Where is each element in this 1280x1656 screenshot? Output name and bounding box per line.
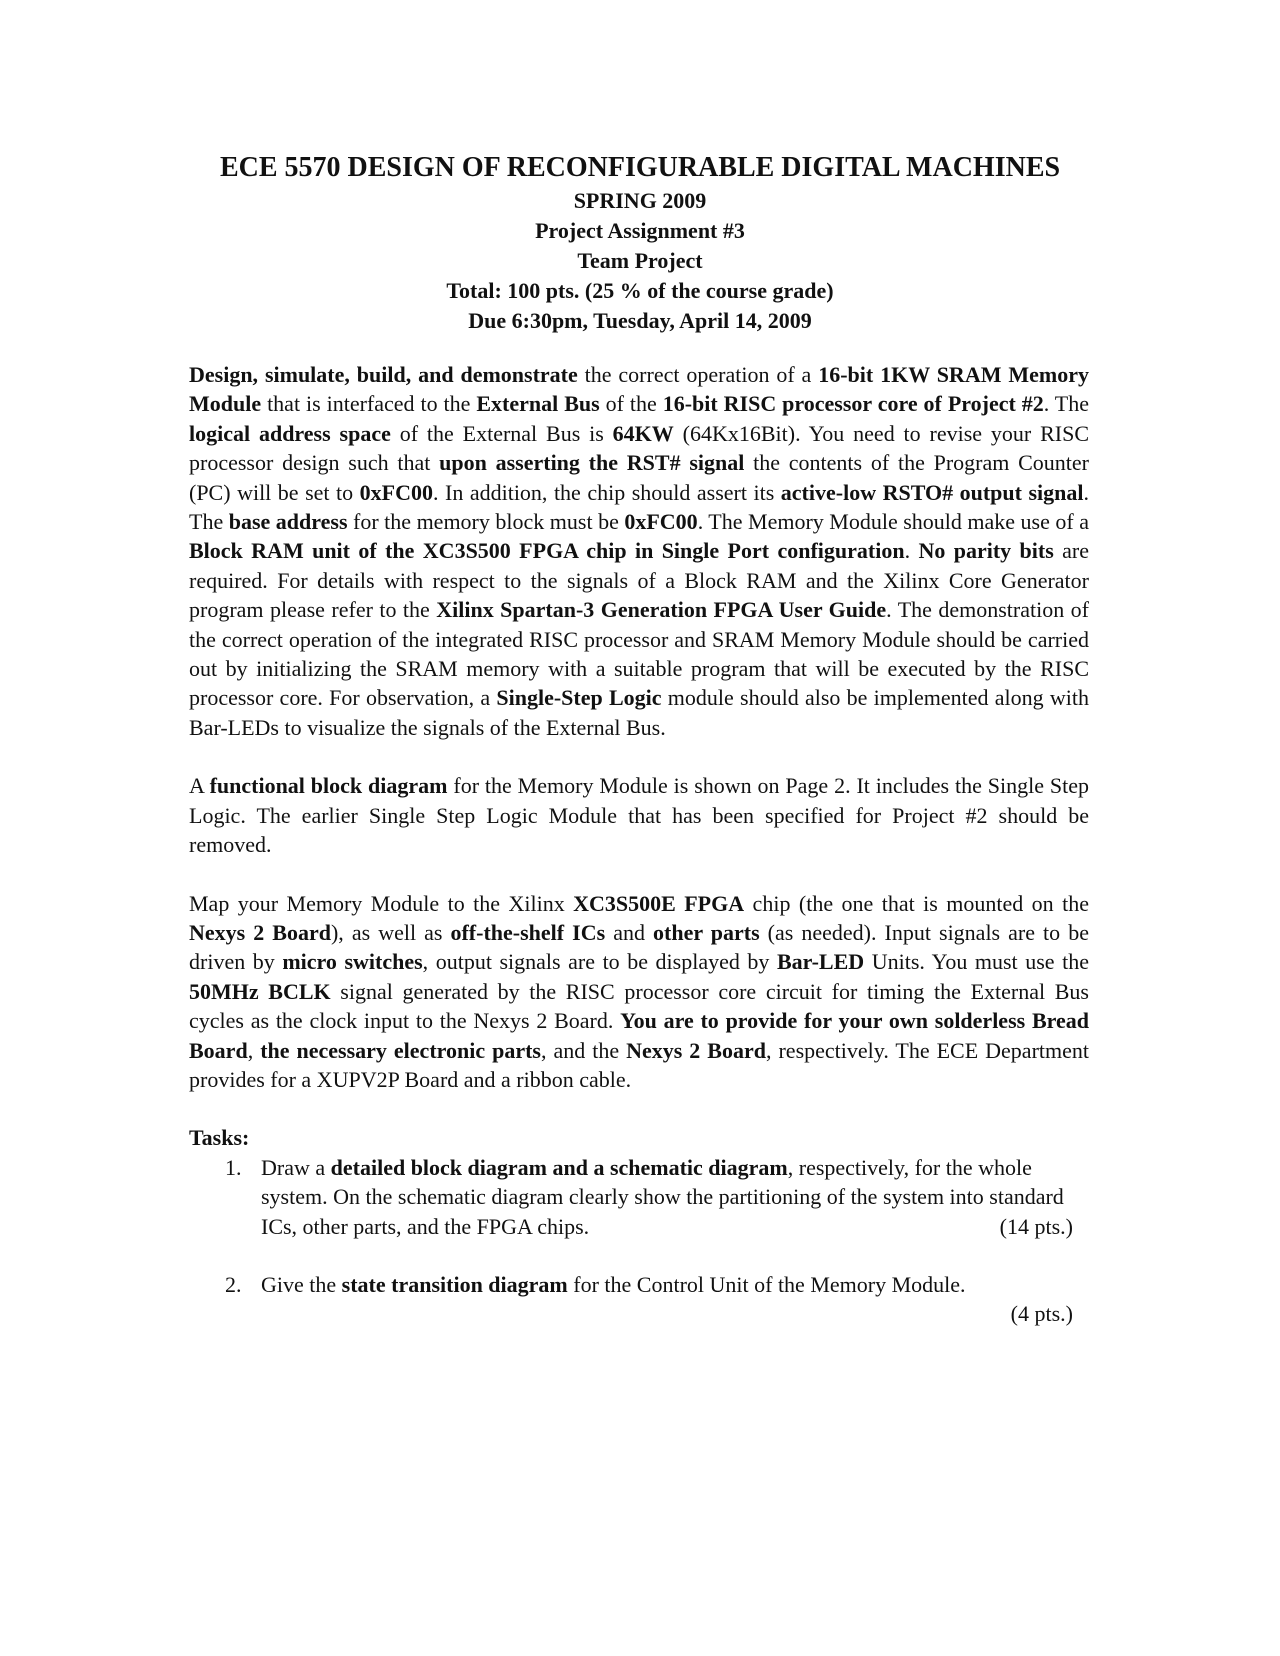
text: , and the <box>541 1037 627 1063</box>
text: of the <box>599 391 663 417</box>
document-header <box>0 150 1280 336</box>
text-bold: base address <box>228 509 348 535</box>
text: and <box>605 919 654 945</box>
assignment-title: Project Assignment #3 <box>535 218 745 243</box>
total-points: Total: 100 pts. (25 % of the course grade) <box>446 278 834 303</box>
text-bold: No parity bits <box>918 538 1054 564</box>
text: signal generated by the RISC processor core circuit for timing the External Bus cycles as the clock input to the Nexys 2 Board. <box>189 978 1089 1034</box>
semester: SPRING 2009 <box>573 188 707 213</box>
text-bold: Bar-LED <box>776 949 865 975</box>
text-bold: Nexys 2 Board <box>626 1037 766 1063</box>
text: . The Memory Module should make use of a <box>697 509 1089 535</box>
text-bold: Design, simulate, build, and demonstrate <box>189 362 578 387</box>
text-bold: the necessary electronic parts <box>260 1037 541 1063</box>
text: . <box>904 538 919 564</box>
text: chip (the one that is mounted on the <box>744 890 1089 916</box>
text: Map your Memory Module to the Xilinx <box>189 890 574 916</box>
text-bold: 0xFC00 <box>359 479 433 505</box>
paragraph-block-diagram <box>189 771 1089 859</box>
text: ), as well as <box>330 919 451 945</box>
text: that is interfaced to the <box>261 391 477 417</box>
text: , respectively, for the whole system. On the schematic diagram clearly show the partitioning of the system into standard ICs, other parts, and the FPGA chips. <box>261 1154 1064 1239</box>
text: for the memory block must be <box>347 509 625 535</box>
document-body <box>189 360 1089 1358</box>
text: module should also be implemented along with Bar-LEDs to visualize the signals of the External Bus. <box>189 685 1089 740</box>
text-bold: 64KW <box>612 420 674 446</box>
paragraph-intro <box>189 360 1089 742</box>
text-bold: Nexys 2 Board <box>189 919 331 945</box>
project-type: Team Project <box>577 248 703 273</box>
text-bold: Xilinx Spartan-3 Generation FPGA User Guide <box>436 597 887 623</box>
text: the contents of the Program Counter (PC) will be set to <box>189 450 1089 505</box>
paragraph-mapping <box>189 889 1089 1095</box>
text-bold: off-the-shelf ICs <box>450 919 606 945</box>
text: . The demonstration of the correct operation of the integrated RISC processor and SRAM Memory Module should be carried out by initializing the SRAM memory with a suitable program that will be executed by the RISC processor core. For observation, a <box>189 597 1089 711</box>
task-item-1 <box>189 1153 1073 1241</box>
text: , <box>247 1037 261 1063</box>
due-date: Due 6:30pm, Tuesday, April 14, 2009 <box>468 308 812 333</box>
task-number: 2. <box>225 1271 242 1297</box>
text-bold: logical address space <box>189 420 391 446</box>
text: Give the <box>261 1271 342 1297</box>
text-bold: micro switches <box>282 949 423 975</box>
text: A <box>189 773 210 799</box>
text-bold: You are to provide for your own solderless Bread Board <box>189 1008 1089 1063</box>
text-bold: Single-Step Logic <box>496 685 662 711</box>
text: (64Kx16Bit). You need to revise your RISC processor design such that <box>189 420 1089 476</box>
task-points: (14 pts.) <box>999 1213 1073 1239</box>
text-bold: upon asserting the RST# signal <box>439 450 745 476</box>
course-title: ECE 5570 DESIGN OF RECONFIGURABLE DIGITAL MACHINES <box>219 152 1061 183</box>
tasks-heading: Tasks: <box>189 1125 250 1151</box>
text-bold: 16-bit 1KW SRAM Memory Module <box>189 362 1089 417</box>
text-bold: 0xFC00 <box>624 509 698 535</box>
text-bold: other parts <box>653 919 760 945</box>
task-number: 1. <box>225 1154 242 1180</box>
text-bold: XC3S500E FPGA <box>573 890 745 916</box>
text: of the External Bus is <box>390 420 613 446</box>
text-bold: 50MHz BCLK <box>189 978 331 1004</box>
text: for the Control Unit of the Memory Module. <box>567 1271 966 1297</box>
text: (as needed). Input signals are to be driven by <box>189 919 1089 975</box>
text: , output signals are to be displayed by <box>422 949 777 975</box>
task-item-2 <box>189 1270 1073 1329</box>
text-bold: functional block diagram <box>209 773 448 799</box>
text-bold: External Bus <box>476 391 600 417</box>
text: . The <box>189 479 1090 535</box>
task-points: (4 pts.) <box>1010 1301 1073 1327</box>
text: Draw a <box>261 1154 331 1180</box>
text-bold: Block RAM unit of the XC3S500 FPGA chip in Single Port configuration <box>189 538 905 564</box>
text: . The <box>1043 391 1090 417</box>
text: for the Memory Module is shown on Page 2. It includes the Single Step Logic. The earlier Single Step Logic Module that has been specified for Project #2 should be removed. <box>189 773 1089 858</box>
text-bold: detailed block diagram and a schematic diagram <box>330 1154 788 1180</box>
text: Units. You must use the <box>864 949 1089 975</box>
text-bold: active-low RSTO# output signal <box>780 479 1084 505</box>
text: . In addition, the chip should assert its <box>432 479 781 505</box>
text: , respectively. The ECE Department provides for a XUPV2P Board and a ribbon cable. <box>189 1037 1089 1092</box>
text-bold: 16-bit RISC processor core of Project #2 <box>662 391 1044 417</box>
text-bold: state transition diagram <box>341 1271 568 1297</box>
text: the correct operation of a <box>577 362 819 387</box>
text: are required. For details with respect to the signals of a Block RAM and the Xilinx Core Generator program please refer to the <box>189 538 1090 623</box>
